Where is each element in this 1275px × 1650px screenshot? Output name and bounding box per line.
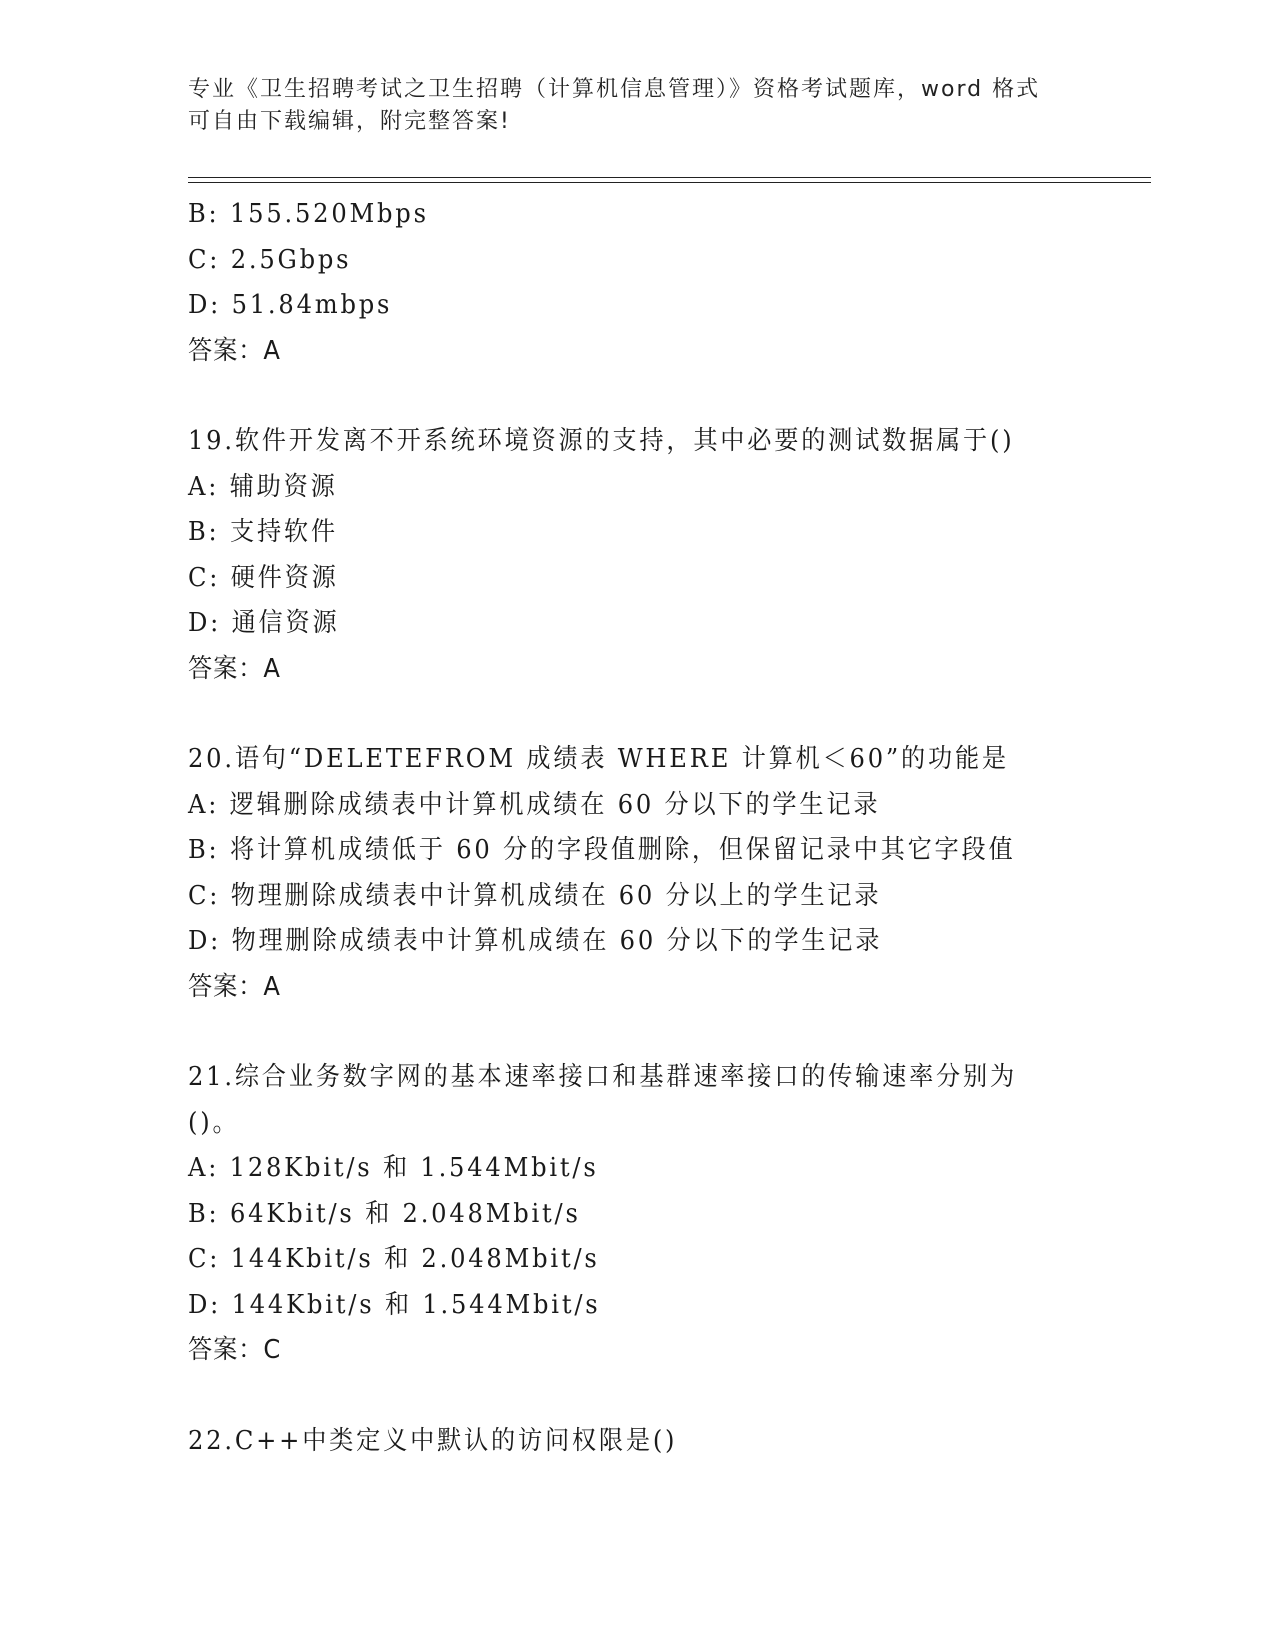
spacer (188, 374, 1108, 419)
option-d: D: 通信资源 (188, 608, 340, 638)
option-b: B: 155.520Mbps (188, 199, 429, 229)
question-text: 20.语句“DELETEFROM 成绩表 WHERE 计算机＜60”的功能是 (188, 744, 1009, 774)
option-c: C: 物理删除成绩表中计算机成绩在 60 分以上的学生记录 (188, 880, 882, 911)
question-19 (188, 419, 1108, 692)
header-divider-bottom (188, 182, 1151, 183)
spacer (188, 1010, 1108, 1055)
option-a: A: 128Kbit/s 和 1.544Mbit/s (188, 1153, 599, 1183)
spacer (188, 692, 1108, 737)
option-d: D: 144Kbit/s 和 1.544Mbit/s (188, 1289, 601, 1320)
option-c: C: 硬件资源 (188, 562, 339, 593)
question-text-line-2: ()。 (188, 1107, 240, 1138)
answer: 答案：C (188, 1335, 282, 1365)
header-divider-top (188, 177, 1151, 178)
question-20 (188, 737, 1108, 1010)
question-18-remainder (188, 192, 1108, 374)
question-21 (188, 1055, 1108, 1374)
option-b: B: 64Kbit/s 和 2.048Mbit/s (188, 1198, 581, 1229)
option-a: A: 逻辑删除成绩表中计算机成绩在 60 分以下的学生记录 (188, 789, 881, 820)
answer: 答案：A (188, 653, 281, 684)
option-d: D: 51.84mbps (188, 290, 393, 320)
option-b: B: 支持软件 (188, 517, 338, 547)
spacer (188, 1374, 1108, 1419)
answer: 答案：A (188, 335, 281, 366)
option-b: B: 将计算机成绩低于 60 分的字段值删除，但保留记录中其它字段值 (188, 835, 1016, 865)
option-c: C: 144Kbit/s 和 2.048Mbit/s (188, 1244, 600, 1274)
option-d: D: 物理删除成绩表中计算机成绩在 60 分以下的学生记录 (188, 926, 883, 956)
question-text: 19.软件开发离不开系统环境资源的支持，其中必要的测试数据属于() (188, 426, 1015, 456)
question-list (188, 192, 1108, 1464)
header-line-1: 专业《卫生招聘考试之卫生招聘（计算机信息管理）》资格考试题库，word 格式 (188, 77, 1041, 102)
option-a: A: 辅助资源 (188, 471, 338, 502)
option-c: C: 2.5Gbps (188, 244, 352, 275)
answer: 答案：A (188, 971, 281, 1002)
question-text: 22.C++中类定义中默认的访问权限是() (188, 1425, 678, 1456)
document-header (188, 74, 1088, 138)
question-text-line-1: 21.综合业务数字网的基本速率接口和基群速率接口的传输速率分别为 (188, 1062, 1017, 1092)
question-22 (188, 1419, 1108, 1465)
header-line-2: 可自由下载编辑，附完整答案! (188, 109, 511, 134)
